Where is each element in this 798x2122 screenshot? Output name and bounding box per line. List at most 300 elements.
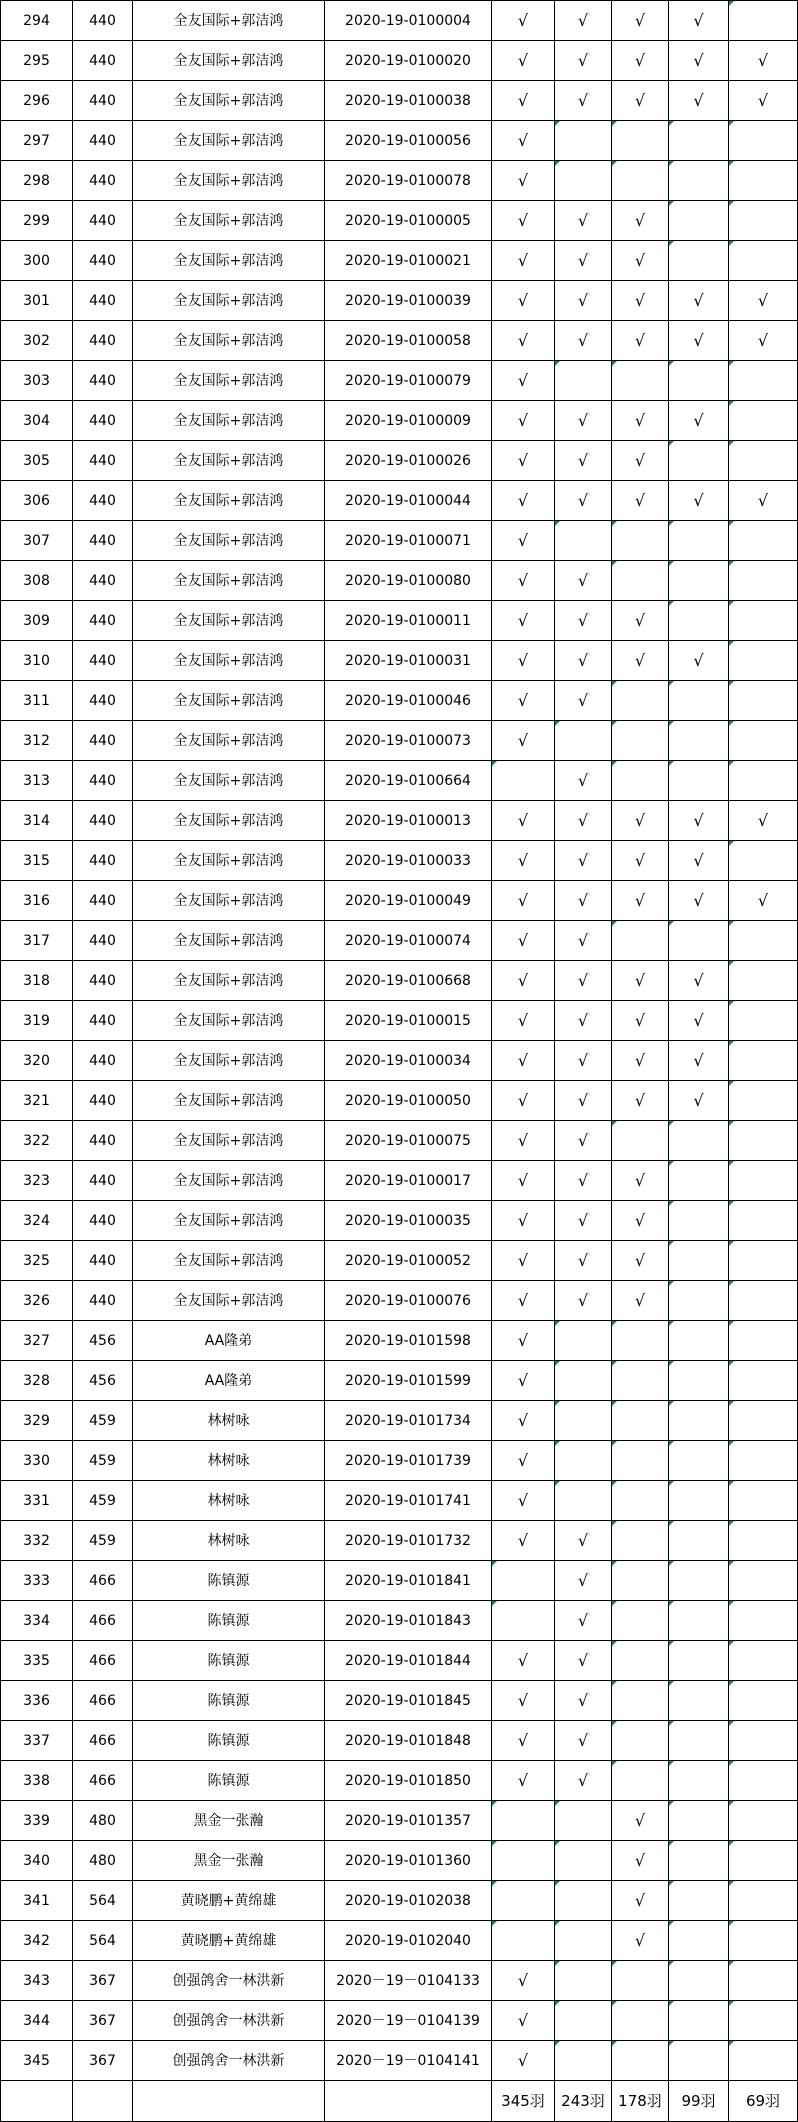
owner-cell: 全友国际+郭洁鸿 <box>133 1281 325 1321</box>
check-cell-3 <box>612 161 669 201</box>
check-cell-4: √ <box>669 481 729 521</box>
row-number-cell: 295 <box>1 41 73 81</box>
row-number-cell: 298 <box>1 161 73 201</box>
check-cell-3: √ <box>612 1921 669 1961</box>
row-number-cell: 306 <box>1 481 73 521</box>
check-cell-1: √ <box>492 321 555 361</box>
check-cell-3 <box>612 1401 669 1441</box>
check-cell-3 <box>612 761 669 801</box>
row-number-cell: 335 <box>1 1641 73 1681</box>
check-cell-2: √ <box>555 1 612 41</box>
check-cell-2 <box>555 1321 612 1361</box>
code-cell: 440 <box>73 361 133 401</box>
check-cell-1: √ <box>492 1321 555 1361</box>
row-number-cell: 318 <box>1 961 73 1001</box>
table-row <box>1 1921 798 1961</box>
row-number-cell: 316 <box>1 881 73 921</box>
check-cell-1: √ <box>492 1041 555 1081</box>
owner-cell: 全友国际+郭洁鸿 <box>133 1001 325 1041</box>
check-cell-2: √ <box>555 81 612 121</box>
check-cell-2 <box>555 121 612 161</box>
row-number-cell: 345 <box>1 2041 73 2081</box>
table-row <box>1 41 798 81</box>
check-cell-2: √ <box>555 1041 612 1081</box>
code-cell: 440 <box>73 561 133 601</box>
check-cell-5 <box>729 1681 798 1721</box>
check-cell-2: √ <box>555 1761 612 1801</box>
check-cell-2: √ <box>555 601 612 641</box>
check-cell-3: √ <box>612 881 669 921</box>
check-cell-2 <box>555 1361 612 1401</box>
table-row <box>1 2001 798 2041</box>
check-cell-1: √ <box>492 601 555 641</box>
check-cell-4 <box>669 1961 729 2001</box>
owner-cell: 创强鸽舍一林洪新 <box>133 1961 325 2001</box>
ring-number-cell: 2020-19-0100039 <box>325 281 492 321</box>
code-cell: 440 <box>73 1161 133 1201</box>
table-row <box>1 1041 798 1081</box>
row-number-cell: 334 <box>1 1601 73 1641</box>
check-cell-4 <box>669 761 729 801</box>
row-number-cell: 313 <box>1 761 73 801</box>
owner-cell: AA隆弟 <box>133 1321 325 1361</box>
table-row <box>1 881 798 921</box>
check-cell-4 <box>669 1401 729 1441</box>
check-cell-4 <box>669 1881 729 1921</box>
check-cell-2: √ <box>555 41 612 81</box>
check-cell-1: √ <box>492 521 555 561</box>
code-cell: 367 <box>73 2041 133 2081</box>
check-cell-5: √ <box>729 41 798 81</box>
check-cell-2: √ <box>555 1521 612 1561</box>
check-cell-5 <box>729 361 798 401</box>
check-cell-5 <box>729 761 798 801</box>
ring-number-cell: 2020-19-0100049 <box>325 881 492 921</box>
check-cell-3 <box>612 721 669 761</box>
code-cell: 440 <box>73 681 133 721</box>
table-row <box>1 961 798 1001</box>
check-cell-4: √ <box>669 1081 729 1121</box>
check-cell-1 <box>492 761 555 801</box>
row-number-cell: 325 <box>1 1241 73 1281</box>
check-cell-5: √ <box>729 81 798 121</box>
check-cell-5 <box>729 1561 798 1601</box>
check-cell-5 <box>729 841 798 881</box>
code-cell: 440 <box>73 321 133 361</box>
table-row <box>1 1001 798 1041</box>
code-cell: 440 <box>73 201 133 241</box>
row-number-cell: 338 <box>1 1761 73 1801</box>
row-number-cell: 340 <box>1 1841 73 1881</box>
table-row <box>1 281 798 321</box>
row-number-cell: 324 <box>1 1201 73 1241</box>
table-row <box>1 241 798 281</box>
check-cell-3: √ <box>612 801 669 841</box>
check-cell-5 <box>729 681 798 721</box>
code-cell: 466 <box>73 1641 133 1681</box>
table-row <box>1 681 798 721</box>
check-cell-2: √ <box>555 441 612 481</box>
empty-total-cell <box>73 2081 133 2122</box>
table-row <box>1 1201 798 1241</box>
check-cell-4 <box>669 1521 729 1561</box>
code-cell: 440 <box>73 721 133 761</box>
table-row <box>1 1401 798 1441</box>
check-cell-3: √ <box>612 1881 669 1921</box>
check-cell-1: √ <box>492 1161 555 1201</box>
owner-cell: AA隆弟 <box>133 1361 325 1401</box>
check-cell-3 <box>612 521 669 561</box>
check-cell-1: √ <box>492 641 555 681</box>
check-cell-1: √ <box>492 2041 555 2081</box>
check-cell-1: √ <box>492 441 555 481</box>
total-cell-2: 243羽 <box>555 2081 612 2122</box>
code-cell: 440 <box>73 881 133 921</box>
check-cell-1: √ <box>492 1241 555 1281</box>
code-cell: 459 <box>73 1521 133 1561</box>
table-row <box>1 761 798 801</box>
ring-number-cell: 2020－19－0104139 <box>325 2001 492 2041</box>
owner-cell: 全友国际+郭洁鸿 <box>133 201 325 241</box>
check-cell-4 <box>669 921 729 961</box>
check-cell-4 <box>669 1201 729 1241</box>
check-cell-4 <box>669 1801 729 1841</box>
ring-number-cell: 2020-19-0101841 <box>325 1561 492 1601</box>
ring-number-cell: 2020-19-0100005 <box>325 201 492 241</box>
check-cell-5 <box>729 1081 798 1121</box>
owner-cell: 全友国际+郭洁鸿 <box>133 161 325 201</box>
check-cell-1: √ <box>492 241 555 281</box>
owner-cell: 黑金一张瀚 <box>133 1841 325 1881</box>
check-cell-5 <box>729 1361 798 1401</box>
row-number-cell: 297 <box>1 121 73 161</box>
table-row <box>1 1641 798 1681</box>
total-cell-5: 69羽 <box>729 2081 798 2122</box>
check-cell-2: √ <box>555 841 612 881</box>
ring-number-cell: 2020-19-0100031 <box>325 641 492 681</box>
owner-cell: 陈镇源 <box>133 1721 325 1761</box>
check-cell-3: √ <box>612 441 669 481</box>
totals-row <box>1 2081 798 2122</box>
owner-cell: 全友国际+郭洁鸿 <box>133 41 325 81</box>
row-number-cell: 304 <box>1 401 73 441</box>
ring-number-cell: 2020-19-0101357 <box>325 1801 492 1841</box>
check-cell-4: √ <box>669 641 729 681</box>
table-row <box>1 1881 798 1921</box>
check-cell-3 <box>612 1361 669 1401</box>
table-row <box>1 561 798 601</box>
check-cell-5 <box>729 641 798 681</box>
owner-cell: 全友国际+郭洁鸿 <box>133 1041 325 1081</box>
code-cell: 440 <box>73 1001 133 1041</box>
check-cell-4 <box>669 201 729 241</box>
check-cell-3 <box>612 1441 669 1481</box>
check-cell-4 <box>669 1481 729 1521</box>
check-cell-3: √ <box>612 841 669 881</box>
table-row <box>1 1561 798 1601</box>
owner-cell: 全友国际+郭洁鸿 <box>133 801 325 841</box>
ring-number-cell: 2020-19-0100668 <box>325 961 492 1001</box>
check-cell-1 <box>492 1921 555 1961</box>
check-cell-3: √ <box>612 1161 669 1201</box>
owner-cell: 全友国际+郭洁鸿 <box>133 401 325 441</box>
owner-cell: 全友国际+郭洁鸿 <box>133 601 325 641</box>
ring-number-cell: 2020-19-0101360 <box>325 1841 492 1881</box>
row-number-cell: 303 <box>1 361 73 401</box>
check-cell-4 <box>669 1761 729 1801</box>
ring-number-cell: 2020-19-0100056 <box>325 121 492 161</box>
ring-number-cell: 2020-19-0100044 <box>325 481 492 521</box>
check-cell-1: √ <box>492 401 555 441</box>
check-cell-5 <box>729 1401 798 1441</box>
check-cell-3: √ <box>612 241 669 281</box>
check-cell-1: √ <box>492 161 555 201</box>
ring-number-cell: 2020-19-0100071 <box>325 521 492 561</box>
table-row <box>1 841 798 881</box>
ring-number-cell: 2020-19-0100020 <box>325 41 492 81</box>
check-cell-3 <box>612 2041 669 2081</box>
check-cell-4 <box>669 721 729 761</box>
check-cell-2 <box>555 2001 612 2041</box>
check-cell-2: √ <box>555 1241 612 1281</box>
ring-number-cell: 2020-19-0100015 <box>325 1001 492 1041</box>
check-cell-4 <box>669 561 729 601</box>
check-cell-2: √ <box>555 761 612 801</box>
row-number-cell: 308 <box>1 561 73 601</box>
check-cell-5 <box>729 401 798 441</box>
check-cell-5 <box>729 721 798 761</box>
check-cell-1 <box>492 1881 555 1921</box>
table-row <box>1 361 798 401</box>
check-cell-5: √ <box>729 801 798 841</box>
check-cell-5 <box>729 1481 798 1521</box>
table-row <box>1 601 798 641</box>
check-cell-1: √ <box>492 1401 555 1441</box>
check-cell-2: √ <box>555 681 612 721</box>
ring-number-cell: 2020-19-0100080 <box>325 561 492 601</box>
row-number-cell: 329 <box>1 1401 73 1441</box>
table-row <box>1 1081 798 1121</box>
code-cell: 367 <box>73 2001 133 2041</box>
check-cell-4: √ <box>669 1041 729 1081</box>
check-cell-1: √ <box>492 1721 555 1761</box>
check-cell-4: √ <box>669 281 729 321</box>
check-cell-5: √ <box>729 481 798 521</box>
table-row <box>1 1761 798 1801</box>
check-cell-2: √ <box>555 1201 612 1241</box>
check-cell-3: √ <box>612 1281 669 1321</box>
check-cell-4 <box>669 1121 729 1161</box>
check-cell-4 <box>669 2001 729 2041</box>
row-number-cell: 328 <box>1 1361 73 1401</box>
check-cell-2: √ <box>555 241 612 281</box>
row-number-cell: 312 <box>1 721 73 761</box>
ring-number-cell: 2020-19-0101844 <box>325 1641 492 1681</box>
check-cell-2 <box>555 1801 612 1841</box>
table-row <box>1 1961 798 2001</box>
check-cell-2 <box>555 361 612 401</box>
check-cell-2: √ <box>555 1001 612 1041</box>
check-cell-1: √ <box>492 801 555 841</box>
owner-cell: 全友国际+郭洁鸿 <box>133 961 325 1001</box>
check-cell-1 <box>492 1841 555 1881</box>
check-cell-2 <box>555 161 612 201</box>
check-cell-3: √ <box>612 201 669 241</box>
check-cell-5 <box>729 601 798 641</box>
total-cell-1: 345羽 <box>492 2081 555 2122</box>
check-cell-4 <box>669 1641 729 1681</box>
check-cell-4: √ <box>669 961 729 1001</box>
code-cell: 466 <box>73 1601 133 1641</box>
check-cell-3: √ <box>612 1841 669 1881</box>
row-number-cell: 309 <box>1 601 73 641</box>
table-row <box>1 1721 798 1761</box>
check-cell-4: √ <box>669 881 729 921</box>
check-cell-2 <box>555 1921 612 1961</box>
owner-cell: 全友国际+郭洁鸿 <box>133 921 325 961</box>
table-row <box>1 321 798 361</box>
owner-cell: 林树咏 <box>133 1441 325 1481</box>
owner-cell: 陈镇源 <box>133 1641 325 1681</box>
table-row <box>1 1321 798 1361</box>
owner-cell: 林树咏 <box>133 1401 325 1441</box>
check-cell-2: √ <box>555 481 612 521</box>
check-cell-2: √ <box>555 1641 612 1681</box>
check-cell-2 <box>555 2041 612 2081</box>
row-number-cell: 311 <box>1 681 73 721</box>
ring-number-cell: 2020-19-0100004 <box>325 1 492 41</box>
check-cell-2: √ <box>555 1121 612 1161</box>
ring-number-cell: 2020-19-0100026 <box>325 441 492 481</box>
row-number-cell: 342 <box>1 1921 73 1961</box>
table-row <box>1 441 798 481</box>
check-cell-5 <box>729 1441 798 1481</box>
check-cell-3 <box>612 1561 669 1601</box>
row-number-cell: 333 <box>1 1561 73 1601</box>
check-cell-4: √ <box>669 321 729 361</box>
owner-cell: 全友国际+郭洁鸿 <box>133 841 325 881</box>
check-cell-5 <box>729 161 798 201</box>
check-cell-1: √ <box>492 81 555 121</box>
check-cell-3: √ <box>612 1201 669 1241</box>
code-cell: 440 <box>73 1121 133 1161</box>
check-cell-4 <box>669 1361 729 1401</box>
owner-cell: 黑金一张瀚 <box>133 1801 325 1841</box>
table-row <box>1 1441 798 1481</box>
empty-total-cell <box>1 2081 73 2122</box>
code-cell: 440 <box>73 961 133 1001</box>
check-cell-3: √ <box>612 1241 669 1281</box>
table-row <box>1 1241 798 1281</box>
check-cell-2: √ <box>555 401 612 441</box>
code-cell: 440 <box>73 1281 133 1321</box>
row-number-cell: 310 <box>1 641 73 681</box>
table-row <box>1 401 798 441</box>
ring-number-cell: 2020-19-0101734 <box>325 1401 492 1441</box>
code-cell: 440 <box>73 841 133 881</box>
check-cell-3 <box>612 1601 669 1641</box>
code-cell: 440 <box>73 1081 133 1121</box>
check-cell-5 <box>729 921 798 961</box>
check-cell-5 <box>729 1721 798 1761</box>
owner-cell: 全友国际+郭洁鸿 <box>133 121 325 161</box>
check-cell-1: √ <box>492 721 555 761</box>
code-cell: 440 <box>73 161 133 201</box>
check-cell-5 <box>729 1 798 41</box>
owner-cell: 全友国际+郭洁鸿 <box>133 721 325 761</box>
ring-number-cell: 2020-19-0100664 <box>325 761 492 801</box>
check-cell-2: √ <box>555 201 612 241</box>
owner-cell: 全友国际+郭洁鸿 <box>133 1081 325 1121</box>
code-cell: 564 <box>73 1881 133 1921</box>
table-body <box>1 1 798 2122</box>
owner-cell: 黄晓鹏+黄绵雄 <box>133 1921 325 1961</box>
check-cell-1: √ <box>492 361 555 401</box>
check-cell-4 <box>669 1241 729 1281</box>
table-row <box>1 1601 798 1641</box>
table-row <box>1 1121 798 1161</box>
owner-cell: 陈镇源 <box>133 1761 325 1801</box>
row-number-cell: 331 <box>1 1481 73 1521</box>
code-cell: 440 <box>73 761 133 801</box>
check-cell-3 <box>612 561 669 601</box>
row-number-cell: 343 <box>1 1961 73 2001</box>
check-cell-5 <box>729 121 798 161</box>
check-cell-3 <box>612 1121 669 1161</box>
check-cell-5: √ <box>729 321 798 361</box>
check-cell-5 <box>729 2041 798 2081</box>
check-cell-5 <box>729 1521 798 1561</box>
check-cell-3 <box>612 2001 669 2041</box>
owner-cell: 全友国际+郭洁鸿 <box>133 1161 325 1201</box>
ring-number-cell: 2020-19-0100078 <box>325 161 492 201</box>
table-row <box>1 521 798 561</box>
check-cell-4 <box>669 1841 729 1881</box>
owner-cell: 全友国际+郭洁鸿 <box>133 1201 325 1241</box>
owner-cell: 创强鸽舍一林洪新 <box>133 2041 325 2081</box>
row-number-cell: 319 <box>1 1001 73 1041</box>
check-cell-3 <box>612 1521 669 1561</box>
check-cell-4 <box>669 681 729 721</box>
table-row <box>1 1481 798 1521</box>
check-cell-1: √ <box>492 41 555 81</box>
check-cell-2 <box>555 1841 612 1881</box>
code-cell: 440 <box>73 1201 133 1241</box>
owner-cell: 全友国际+郭洁鸿 <box>133 521 325 561</box>
check-cell-5: √ <box>729 881 798 921</box>
check-cell-5 <box>729 1001 798 1041</box>
owner-cell: 陈镇源 <box>133 1561 325 1601</box>
check-cell-3: √ <box>612 401 669 441</box>
check-cell-5 <box>729 1281 798 1321</box>
row-number-cell: 344 <box>1 2001 73 2041</box>
check-cell-1: √ <box>492 1001 555 1041</box>
check-cell-4 <box>669 601 729 641</box>
ring-number-cell: 2020-19-0100013 <box>325 801 492 841</box>
check-cell-3 <box>612 361 669 401</box>
owner-cell: 全友国际+郭洁鸿 <box>133 1 325 41</box>
code-cell: 466 <box>73 1721 133 1761</box>
code-cell: 456 <box>73 1361 133 1401</box>
ring-number-cell: 2020-19-0100011 <box>325 601 492 641</box>
check-cell-4 <box>669 1561 729 1601</box>
table-row <box>1 1841 798 1881</box>
check-cell-1 <box>492 1561 555 1601</box>
check-cell-4 <box>669 1681 729 1721</box>
check-cell-4: √ <box>669 1 729 41</box>
row-number-cell: 314 <box>1 801 73 841</box>
check-cell-3: √ <box>612 321 669 361</box>
